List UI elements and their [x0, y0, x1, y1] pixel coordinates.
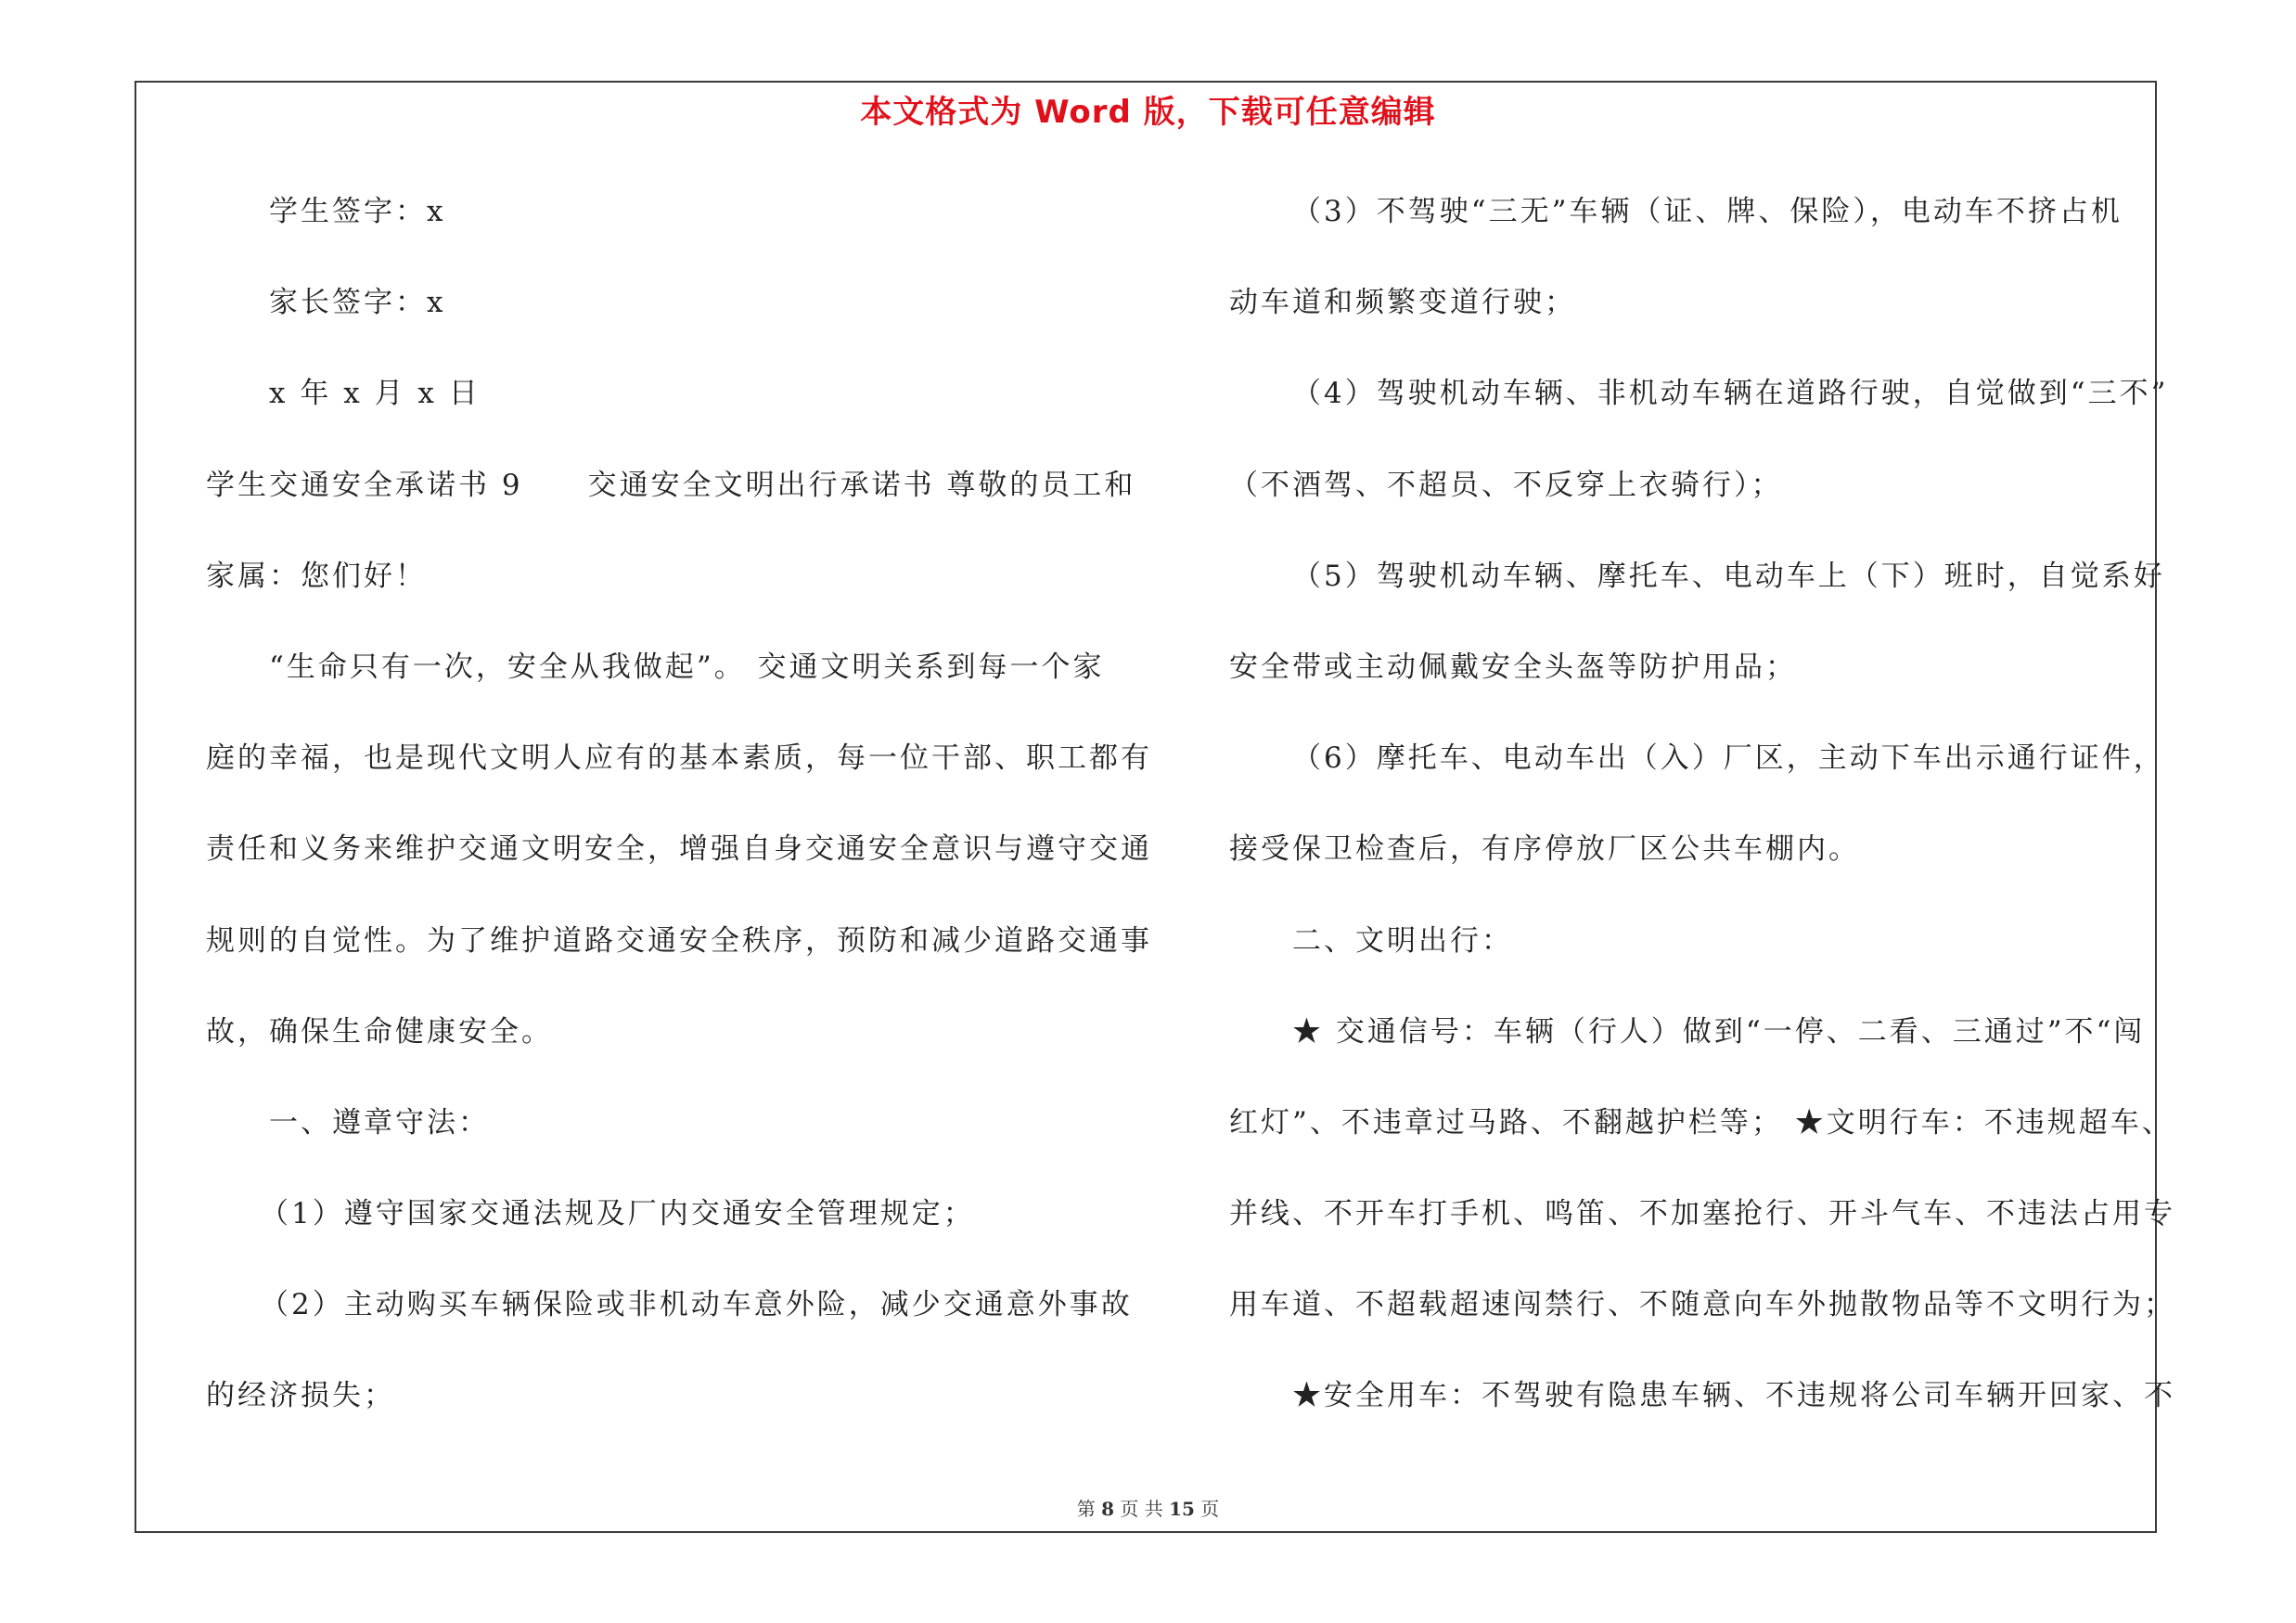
text-line: （2）主动购买车辆保险或非机动车意外险，减少交通意外事故	[260, 1288, 1133, 1322]
text-line: （5）驾驶机动车辆、摩托车、电动车上（下）班时，自觉系好	[1292, 559, 2165, 593]
section-heading: 二、文明出行：	[1292, 923, 1513, 958]
pledge-title: 交通安全文明出行承诺书 尊敬的员工和	[587, 468, 1136, 502]
footer-prefix: 第	[1076, 1498, 1096, 1520]
text-line: 动车道和频繁变道行驶；	[1229, 286, 1576, 320]
text-line: （不酒驾、不超员、不反穿上衣骑行）；	[1229, 468, 1783, 502]
section-heading: 一、遵章守法：	[269, 1105, 490, 1140]
text-line: （4）驾驶机动车辆、非机动车辆在道路行驶，自觉做到“三不”	[1292, 377, 2169, 411]
date-line: x 年 x 月 x 日	[269, 377, 481, 411]
text-line: ★ 交通信号：车辆（行人）做到“一停、二看、三通过”不“闯	[1292, 1014, 2146, 1049]
text-line: 故，确保生命健康安全。	[206, 1014, 553, 1049]
footer-mid: 页 共	[1120, 1498, 1163, 1520]
word-format-banner: 本文格式为 Word 版，下载可任意编辑	[860, 94, 1436, 131]
right-column	[1229, 181, 2175, 1457]
text-line: （1）遵守国家交通法规及厂内交通安全管理规定；	[260, 1197, 975, 1231]
text-line: 并线、不开车打手机、鸣笛、不加塞抢行、开斗气车、不违法占用专	[1229, 1197, 2175, 1231]
page-footer	[0, 1494, 2296, 1521]
text-line: 的经济损失；	[206, 1379, 395, 1413]
text-line: （6）摩托车、电动车出（入）厂区，主动下车出示通行证件，	[1292, 741, 2165, 776]
student-signature-line: 学生签字：x	[269, 195, 446, 228]
text-line: 家属：您们好！	[206, 559, 427, 593]
text-line: 接受保卫检查后，有序停放厂区公共车棚内。	[1229, 832, 1860, 867]
heading-line	[206, 455, 1152, 546]
text-line: ★安全用车：不驾驶有隐患车辆、不违规将公司车辆开回家、不	[1292, 1379, 2175, 1413]
text-line: “生命只有一次，安全从我做起”。 交通文明关系到每一个家	[269, 650, 1105, 684]
text-line: 安全带或主动佩戴安全头盔等防护用品；	[1229, 650, 1797, 684]
text-line: 责任和义务来维护交通文明安全，增强自身交通安全意识与遵守交通	[206, 832, 1152, 867]
text-line: 庭的幸福，也是现代文明人应有的基本素质，每一位干部、职工都有	[206, 741, 1152, 776]
left-column	[206, 181, 1152, 1457]
parent-signature-line: 家长签字：x	[269, 286, 446, 320]
footer-suffix: 页	[1200, 1498, 1220, 1520]
text-line: （3）不驾驶“三无”车辆（证、牌、保险），电动车不挤占机	[1292, 195, 2123, 228]
section-title: 学生交通安全承诺书 9	[206, 468, 523, 502]
text-line: 规则的自觉性。为了维护道路交通安全秩序，预防和减少道路交通事	[206, 923, 1152, 958]
text-line: 红灯”、不违章过马路、不翻越护栏等； ★文明行车：不违规超车、	[1229, 1105, 2174, 1140]
page-number: 8	[1101, 1498, 1114, 1520]
text-line: 用车道、不超载超速闯禁行、不随意向车外抛散物品等不文明行为；	[1229, 1288, 2175, 1322]
page-total: 15	[1169, 1498, 1195, 1520]
